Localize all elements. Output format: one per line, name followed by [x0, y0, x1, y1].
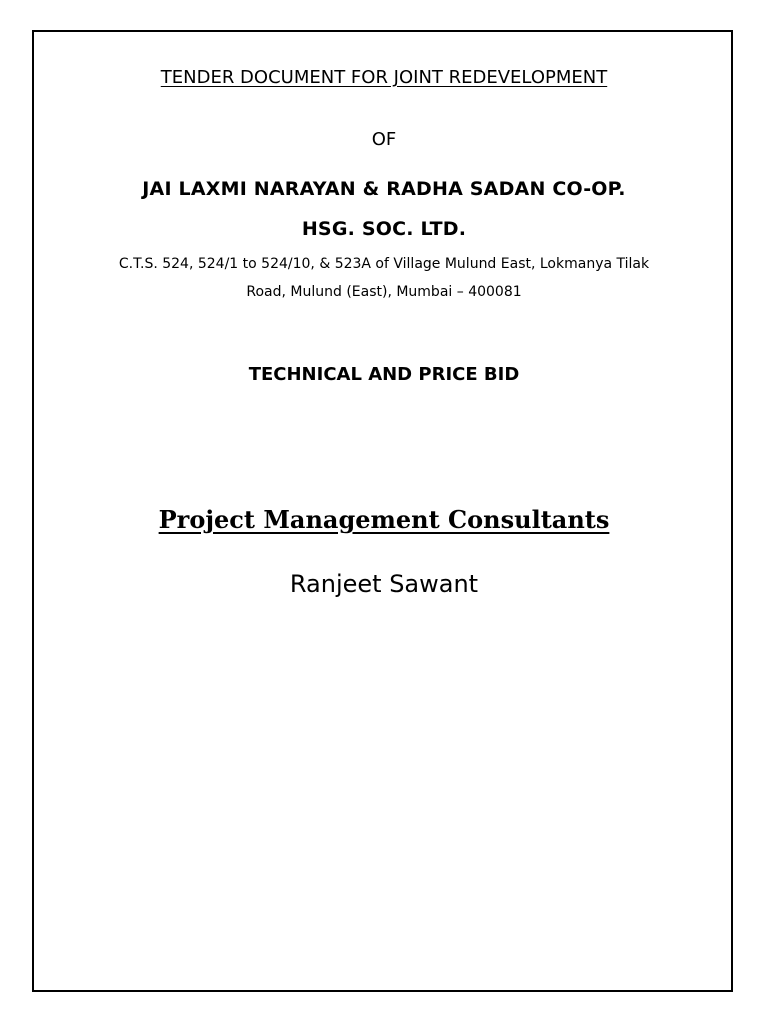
document-heading: TENDER DOCUMENT FOR JOINT REDEVELOPMENT	[160, 67, 608, 88]
of-text: OF	[371, 129, 397, 150]
society-name-line-1: JAI LAXMI NARAYAN & RADHA SADAN CO-OP.	[142, 178, 626, 200]
society-name-line-2: HSG. SOC. LTD.	[301, 218, 467, 240]
bid-title: TECHNICAL AND PRICE BID	[248, 364, 520, 385]
consultant-name: Ranjeet Sawant	[289, 570, 479, 598]
address-line-2: Road, Mulund (East), Mumbai – 400081	[246, 284, 522, 300]
address-line-1: C.T.S. 524, 524/1 to 524/10, & 523A of Village Mulund East, Lokmanya Tilak	[118, 256, 650, 272]
consultant-role-title: Project Management Consultants	[158, 505, 610, 534]
